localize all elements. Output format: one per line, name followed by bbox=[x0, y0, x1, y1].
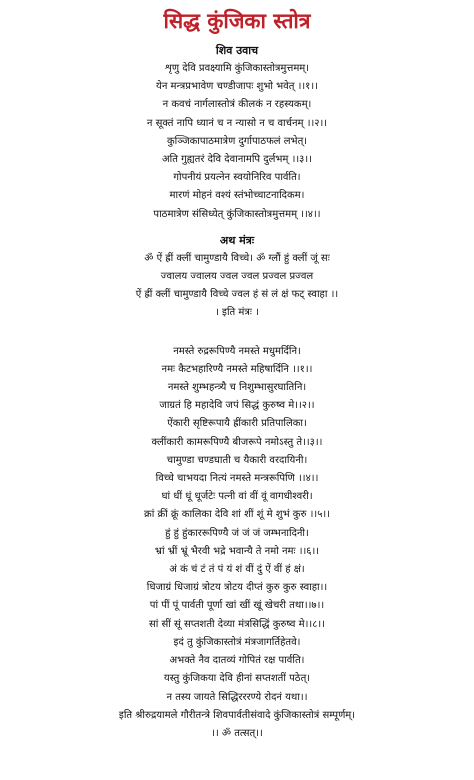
mantra-end-line: । इति मंत्रः । bbox=[215, 307, 259, 319]
verse-line: धां धीं धूं धूर्जटेः पत्नी वां वीं वूं वागधीश्वरी। bbox=[161, 491, 313, 503]
colophon-line: इति श्रीरुद्रयामले गौरीतन्त्रे शिवपार्वतीसंवादे कुंजिकास्तोत्रं सम्पूर्णम्। bbox=[118, 709, 356, 721]
verse-line: विच्चे चाभयदा नित्यं नमस्ते मन्त्ररूपिणि ।।४।। bbox=[155, 473, 319, 485]
section-heading-mantra: अथ मंत्रः bbox=[219, 233, 255, 247]
verse-line: क्रां क्रीं क्रूं कालिका देवि शां शीं शूं मे शुभं कुरु ।।५।। bbox=[144, 509, 330, 521]
verse-line: इदं तु कुंजिकास्तोत्रं मंत्रजागर्तिहेतवे। bbox=[173, 636, 301, 648]
verse-line: सां सीं सूं सप्तशती देव्या मंत्रसिद्धिं कुरुष्व मे।।८।। bbox=[149, 618, 325, 630]
verse-line: चामुण्डा चण्डघाती च यैकारी वरदायिनी। bbox=[166, 454, 308, 466]
verse-line: न तस्य जायते सिद्धिरररण्ये रोदनं यथा।। bbox=[166, 691, 308, 703]
verse-line: नमस्ते शुम्भहन्त्र्यै च निशुम्भासुरघातिनि। bbox=[167, 382, 307, 394]
verse-line: धिजाग्रं धिजाग्रं त्रोटय त्रोटय दीप्तं कुरु कुरु स्वाहा।। bbox=[146, 582, 328, 594]
verse-line: पां पीं पूं पार्वती पूर्णा खां खीं खूं खेचरी तथा।।७।। bbox=[149, 600, 325, 612]
mantra-verses bbox=[0, 250, 474, 323]
verse-line: गोपनीयं प्रयत्नेन स्वयोनिरिव पार्वति। bbox=[173, 172, 301, 184]
mantra-line: ऐं ह्रीं क्लीं चामुण्डायै विच्चे ज्वल हं सं लं क्षं फट् स्वाहा ।। bbox=[135, 289, 339, 301]
verse-line: क्लींकारी कामरूपिण्यै बीजरूपे नमोऽस्तु ते।।३।। bbox=[151, 436, 323, 448]
verse-line: जाग्रतं हि महादेवि जपं सिद्धं कुरुष्व मे।।२।। bbox=[159, 400, 315, 412]
verse-line: न कवचं नार्गलास्तोत्रं कीलकं न रहस्यकम्। bbox=[162, 99, 312, 111]
verse-line: कुञ्जिकापाठमात्रेण दुर्गापाठफलं लभेत्। bbox=[166, 135, 308, 147]
stotra-verses bbox=[0, 343, 474, 743]
mantra-line: ज्वालय ज्वालय ज्वल ज्वल प्रज्वल प्रज्वल bbox=[160, 271, 314, 283]
verse-line: भ्रां भ्रीं भ्रूं भैरवी भद्रे भवान्यै ते नमो नमः ।।६।। bbox=[154, 545, 320, 557]
section-heading-shiva: शिव उवाच bbox=[215, 44, 259, 57]
spacer bbox=[0, 323, 474, 343]
verse-line: मारणं मोहनं वश्यं स्तंभोच्चाटनादिकम। bbox=[169, 190, 305, 202]
verse-line: पाठमात्रेण संसिध्येत् कुंजिकास्तोत्रमुत्तमम् ।।४।। bbox=[153, 208, 321, 220]
shiva-verses bbox=[0, 60, 474, 224]
verse-line: ऐंकारी सृष्टिरूपायै ह्रींकारी प्रतिपालिका। bbox=[167, 418, 307, 430]
page-title: सिद्ध कुंजिका स्तोत्र bbox=[163, 9, 311, 33]
verse-line: शृणु देवि प्रवक्ष्यामि कुंजिकास्तोत्रमुत्तमम्। bbox=[164, 63, 310, 74]
verse-line: अभक्ते नैव दातव्यं गोपितं रक्ष पार्वति। bbox=[169, 655, 305, 667]
verse-line: यस्तु कुंजिकया देवि हीनां सप्तशतीं पठेत्। bbox=[163, 673, 311, 685]
verse-line: हुं हुं हुंकाररूपिण्यै जं जं जं जम्भनादिनी। bbox=[165, 527, 309, 539]
verse-line: नमः कैटभहारिण्यै नमस्ते महिषार्दिनि ।।१।। bbox=[161, 363, 313, 375]
verse-line: अति गुह्यतरं देवि देवानामपि दुर्लभम् ।।३।। bbox=[162, 154, 312, 166]
verse-line: नमस्ते रुद्ररूपिण्यै नमस्ते मधुमर्दिनि। bbox=[173, 345, 301, 357]
verse-line: अं कं चं टं तं पं यं शं वीं दुं ऐं वीं हं क्षं। bbox=[169, 564, 305, 576]
verse-line: न सूक्तं नापि ध्यानं च न न्यासो न च वार्चनम् ।।२।। bbox=[146, 117, 328, 129]
mantra-line: ॐ ऐं ह्रीं क्लीं चामुण्डायै विच्चे। ॐ ग्लौं हुं क्लीं जूं सः bbox=[144, 252, 330, 264]
spacer bbox=[0, 224, 474, 232]
closing-line: ।। ॐ तत्सत्।। bbox=[211, 727, 263, 739]
verse-line: येन मन्त्रप्रभावेण चण्डीजापः शुभो भवेत् ।।१।। bbox=[156, 81, 318, 93]
